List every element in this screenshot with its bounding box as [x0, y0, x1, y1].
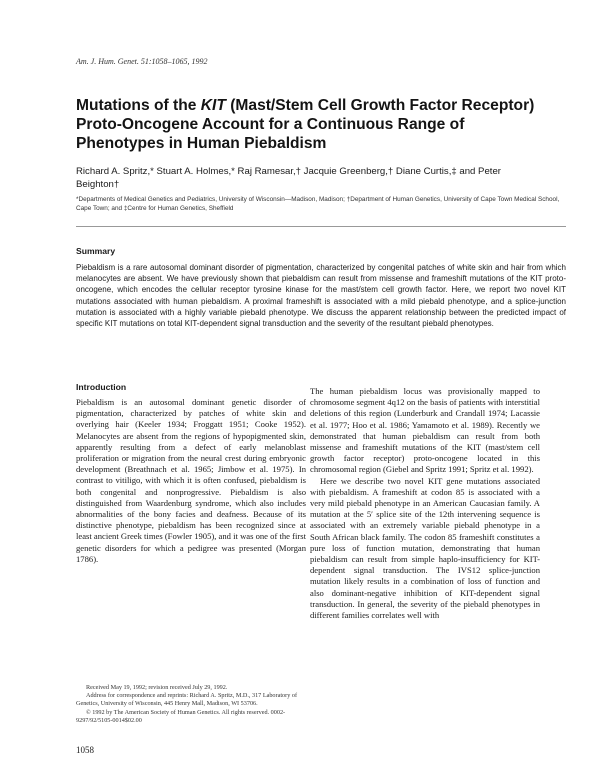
summary-heading: Summary	[76, 246, 116, 256]
journal-reference: Am. J. Hum. Genet. 51:1058–1065, 1992	[76, 57, 208, 66]
page-number: 1058	[76, 745, 94, 755]
introduction-heading: Introduction	[76, 382, 127, 392]
intro-left-column	[76, 397, 306, 565]
intro-paragraph-1: Piebaldism is an autosomal dominant genetic disorder of pigmentation, characterized by patches of white skin and overlying hair (Keeler 1934; Froggatt 1951; Cooke 1952). Melanocytes are absent from the regions of hypopigmented skin, apparently resulting from a defect of early melanoblast proliferation or migration from the neural crest during embryonic development (Breathnach et al. 1965; Jimbow et al. 1975). In contrast to vitiligo, with which it is often confused, piebaldism is both congenital and nonprogressive. Piebaldism is also distinguished from Waardenburg syndrome, which also includes abnormalities of the bony facies and deafness. Because of its distinctive phenotype, piebaldism has been recognized since at least ancient Greek times (Fowler 1905), and it was one of the first genetic disorders for which a pedigree was presented (Morgan 1786).	[76, 397, 306, 564]
title-gene: KIT	[200, 97, 226, 114]
intro-paragraph-3: Here we describe two novel KIT gene mutations associated with piebaldism. A frameshift at codon 85 is associated with a very mild piebald phenotype in an American Caucasian family. A mutation at the 5′ splice site of the 12th intervening sequence is associated with an extremely variable piebald phenotype in a South African black family. The codon 85 frameshift constitutes a pure loss of function mutation, demonstrating that human piebaldism can result from simple haplo-insufficiency for KIT-dependent signal transduction. The IVS12 splice-junction mutation likely results in a combination of loss of function and also dominant-negative inhibition of KIT-dependent signal transduction. In general, the severity of the piebald phenotypes in different families correlates well with	[310, 475, 540, 621]
header-divider	[76, 226, 566, 227]
footnotes	[76, 684, 306, 725]
footnote-received: Received May 19, 1992; revision received July 29, 1992.	[86, 684, 228, 691]
article-title	[76, 96, 556, 153]
intro-paragraph-2: The human piebaldism locus was provisionally mapped to chromosome segment 4q12 on the basis of patients with interstitial deletions of this region (Lunderburk and Crandall 1974; Lacassie et al. 1977; Hoo et al. 1986; Yamamoto et al. 1989). Recently we demonstrated that human piebaldism can result from both missense and frameshift mutations of the KIT (mast/stem cell growth factor receptor) proto-oncogene located in this chromosomal region (Giebel and Spritz 1991; Spritz et al. 1992).	[310, 386, 540, 475]
affiliations: *Departments of Medical Genetics and Pediatrics, University of Wisconsin—Madison, Madison; †Department of Human Genetics, University of Cape Town Medical School, Cape Town; and ‡Centre for Human Genetics, Sheffield	[76, 196, 560, 212]
title-part-2: (Mast/Stem Cell Growth Factor Receptor) Proto-Oncogene Account for a Continuous Range of Phenotypes in Human Piebaldism	[76, 97, 535, 152]
footnote-copyright: © 1992 by The American Society of Human Genetics. All rights reserved. 0002-9297/92/5105-0014$02.00	[76, 708, 286, 724]
summary-text: Piebaldism is a rare autosomal dominant disorder of pigmentation, characterized by congenital patches of white skin and hair from which melanocytes are absent. We have previously shown that piebaldism can result from missense and frameshift mutations of the KIT proto-oncogene, which encodes the cellular receptor tyrosine kinase for the mast/stem cell growth factor. Here, we report two novel KIT mutations associated with human piebaldism. A proximal frameshift is associated with a mild piebald phenotype, and a splice-junction mutation is associated with a highly variable piebald phenotype. We discuss the apparent relationship between the predicted impact of specific KIT mutations on total KIT-dependent signal transduction and the severity of the resultant piebald phenotypes.	[76, 263, 566, 329]
intro-right-column	[310, 386, 540, 621]
title-part-1: Mutations of the	[76, 97, 201, 114]
footnote-address: Address for correspondence and reprints: Richard A. Spritz, M.D., 317 Laboratory of Genetics, University of Wisconsin, 445 Henry Mall, Madison, WI 53706.	[76, 692, 298, 708]
author-list: Richard A. Spritz,* Stuart A. Holmes,* Raj Ramesar,† Jacquie Greenberg,† Diane Curtis,‡ and Peter Beighton†	[76, 166, 501, 190]
